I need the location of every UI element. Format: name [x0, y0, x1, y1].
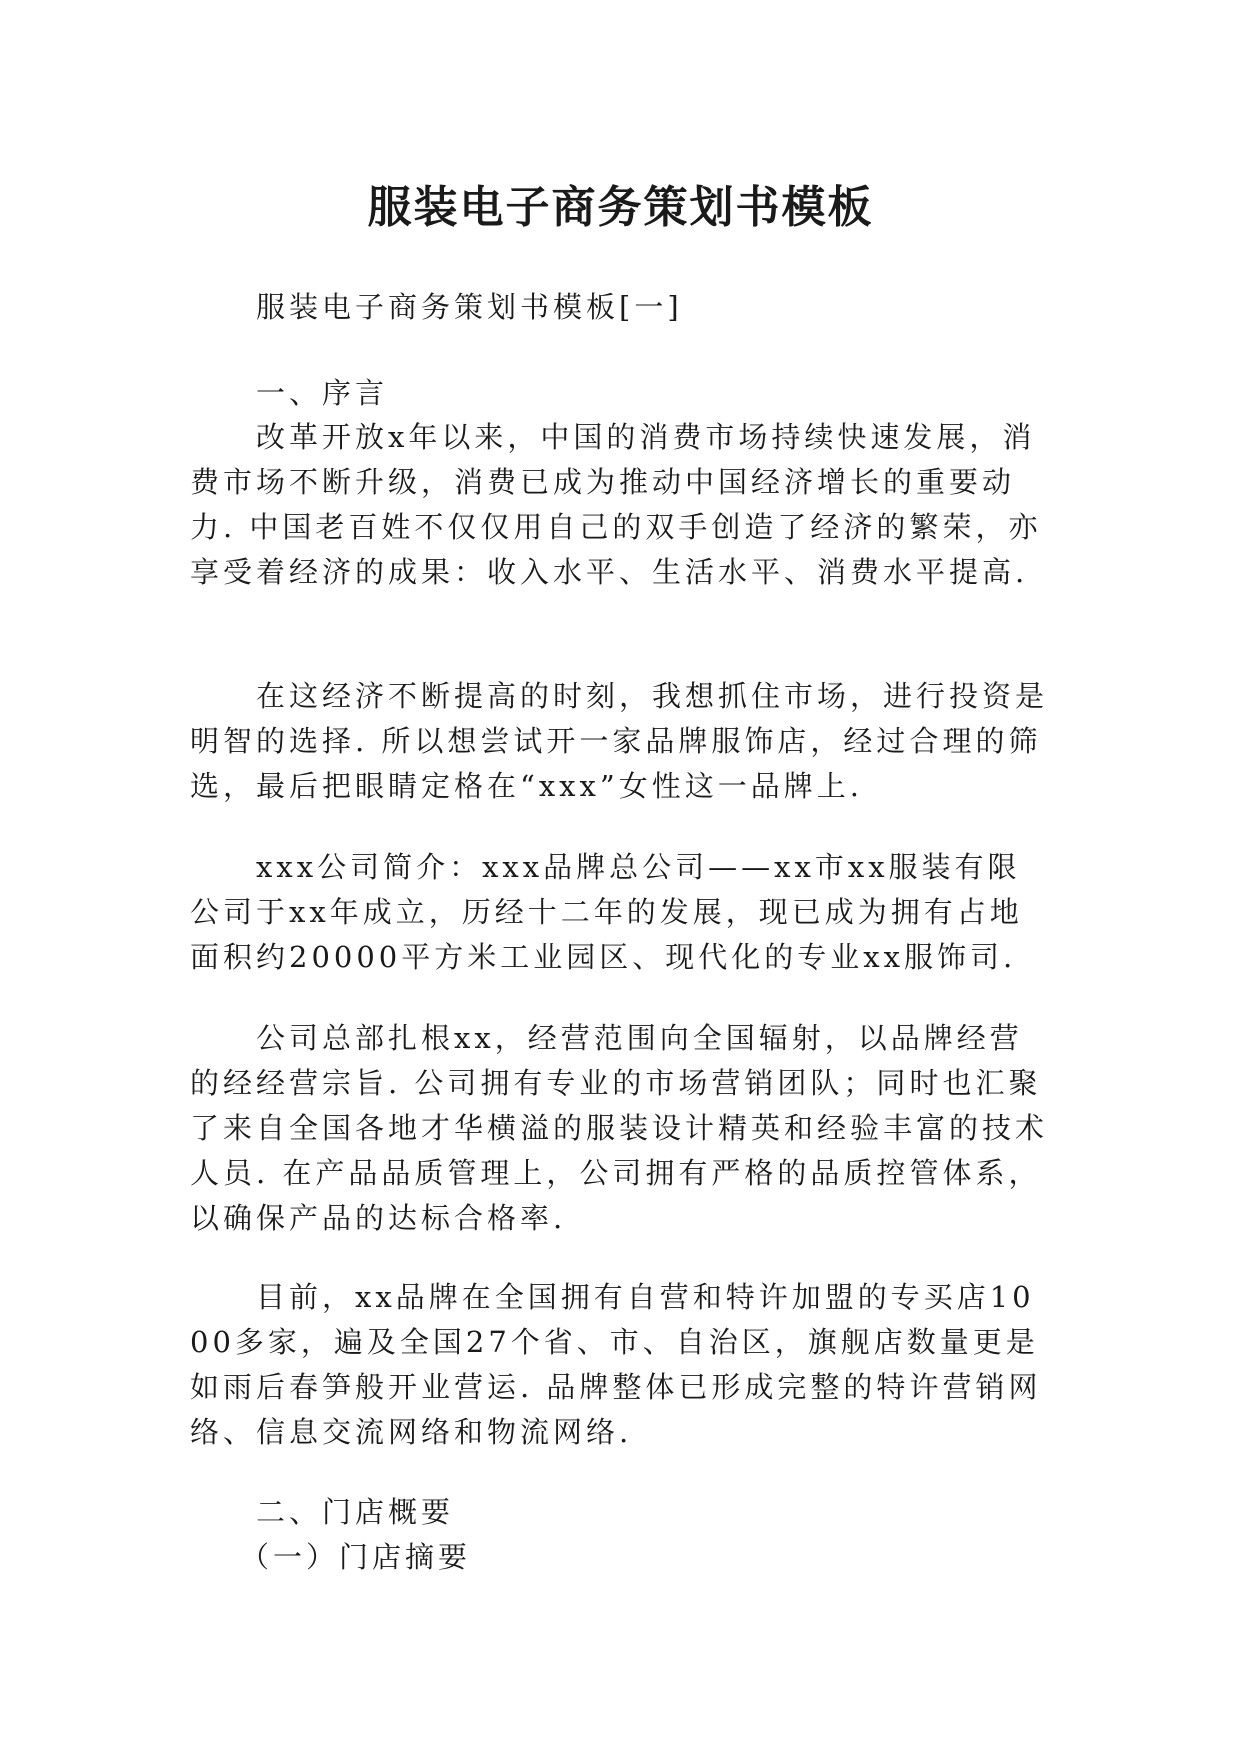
- paragraph: 目前，xx品牌在全国拥有自营和特许加盟的专买店1000多家，遍及全国27个省、市、自治区，旗舰店数量更是如雨后春笋般开业营运. 品牌整体已形成完整的特许营销网络、信息交流网络和物流网络.: [190, 1280, 1042, 1449]
- paragraph: xxx公司简介：xxx品牌总公司——xx市xx服装有限公司于xx年成立，历经十二年的发展，现已成为拥有占地面积约20000平方米工业园区、现代化的专业xx服饰司.: [190, 850, 1023, 974]
- paragraph: 改革开放x年以来，中国的消费市场持续快速发展，消费市场不断升级，消费已成为推动中国经济增长的重要动力. 中国老百姓不仅仅用自己的双手创造了经济的繁荣，亦享受着经济的成果：收入水平、生活水平、消费水平提高.: [190, 420, 1042, 589]
- document-subtitle: 服装电子商务策划书模板[一]: [256, 290, 683, 324]
- section-heading-preface: 一、序言: [256, 376, 389, 410]
- paragraph: 在这经济不断提高的时刻，我想抓住市场，进行投资是明智的选择. 所以想尝试开一家品牌服饰店，经过合理的筛选，最后把眼睛定格在“xxx”女性这一品牌上.: [190, 679, 1049, 803]
- section-heading-store-overview: 二、门店概要: [256, 1495, 455, 1529]
- subsection-heading-store-summary: （一）门店摘要: [240, 1540, 472, 1574]
- paragraph: 公司总部扎根xx，经营范围向全国辐射，以品牌经营的经经营宗旨. 公司拥有专业的市场营销团队；同时也汇聚了来自全国各地才华横溢的服装设计精英和经验丰富的技术人员. 在产品品质管理上，公司拥有严格的品质控管体系，以确保产品的达标合格率.: [190, 1021, 1049, 1235]
- document-title: 服装电子商务策划书模板: [367, 182, 874, 233]
